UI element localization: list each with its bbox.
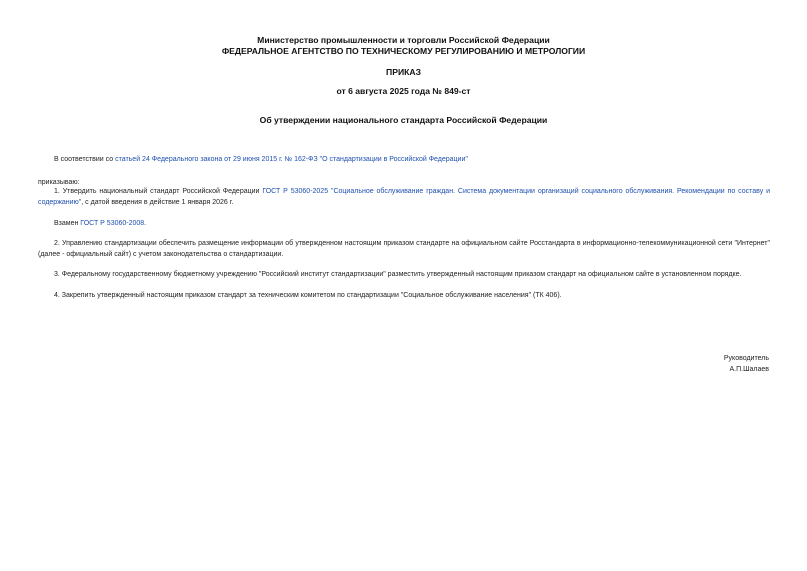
- replacement-suffix: .: [144, 220, 147, 227]
- item-1-suffix: , с датой введения в действие 1 января 2026 г.: [81, 199, 234, 206]
- gost-2025-link[interactable]: ГОСТ Р 53060-2025 "Социальное обслуживание граждан. Система документации организаций социального обслуживания. Рекомендации по составу и содержанию": [38, 188, 771, 206]
- item-1-paragraph: [38, 186, 770, 208]
- ministry-title: Министерство промышленности и торговли Российской Федерации: [257, 35, 550, 45]
- order-word: приказываю:: [38, 179, 80, 186]
- item-4-paragraph: 4. Закрепить утвержденный настоящим приказом стандарт за техническим комитетом по стандартизации "Социальное обслуживание населения" (ТК 406).: [54, 292, 562, 299]
- item-3-paragraph: 3. Федеральному государственному бюджетному учреждению "Российский институт стандартизации" разместить утвержденный настоящим приказом стандарт на официальном сайте в установленном порядке.: [54, 271, 742, 278]
- replacement-prefix: Взамен: [54, 220, 81, 227]
- signature-title: Руководитель: [723, 355, 769, 362]
- law-link[interactable]: статьей 24 Федерального закона от 29 июня 2015 г. № 162-ФЗ "О стандартизации в Российской Федерации": [115, 156, 468, 163]
- item-2-paragraph: 2. Управлению стандартизации обеспечить размещение информации об утвержденном настоящим приказом стандарте на официальном сайте Росстандарта в информационно-телекоммуникационной сети "Интернет" (далее - официальный сайт) с учетом законодательства о стандартизации.: [38, 240, 770, 258]
- document-subject: Об утверждении национального стандарта Российской Федерации: [259, 115, 548, 125]
- document-type: ПРИКАЗ: [386, 67, 421, 77]
- date-number: от 6 августа 2025 года № 849-ст: [336, 86, 471, 96]
- item-1-prefix: 1. Утвердить национальный стандарт Российской Федерации: [54, 188, 263, 195]
- gost-2008-link[interactable]: ГОСТ Р 53060-2008: [80, 220, 145, 227]
- signature-name: А.П.Шалаев: [729, 366, 769, 373]
- agency-title: ФЕДЕРАЛЬНОЕ АГЕНТСТВО ПО ТЕХНИЧЕСКОМУ РЕГУЛИРОВАНИЮ И МЕТРОЛОГИИ: [221, 46, 586, 56]
- intro-paragraph: [54, 154, 468, 165]
- intro-prefix: В соответствии со: [54, 156, 116, 163]
- replacement-paragraph: [54, 218, 146, 229]
